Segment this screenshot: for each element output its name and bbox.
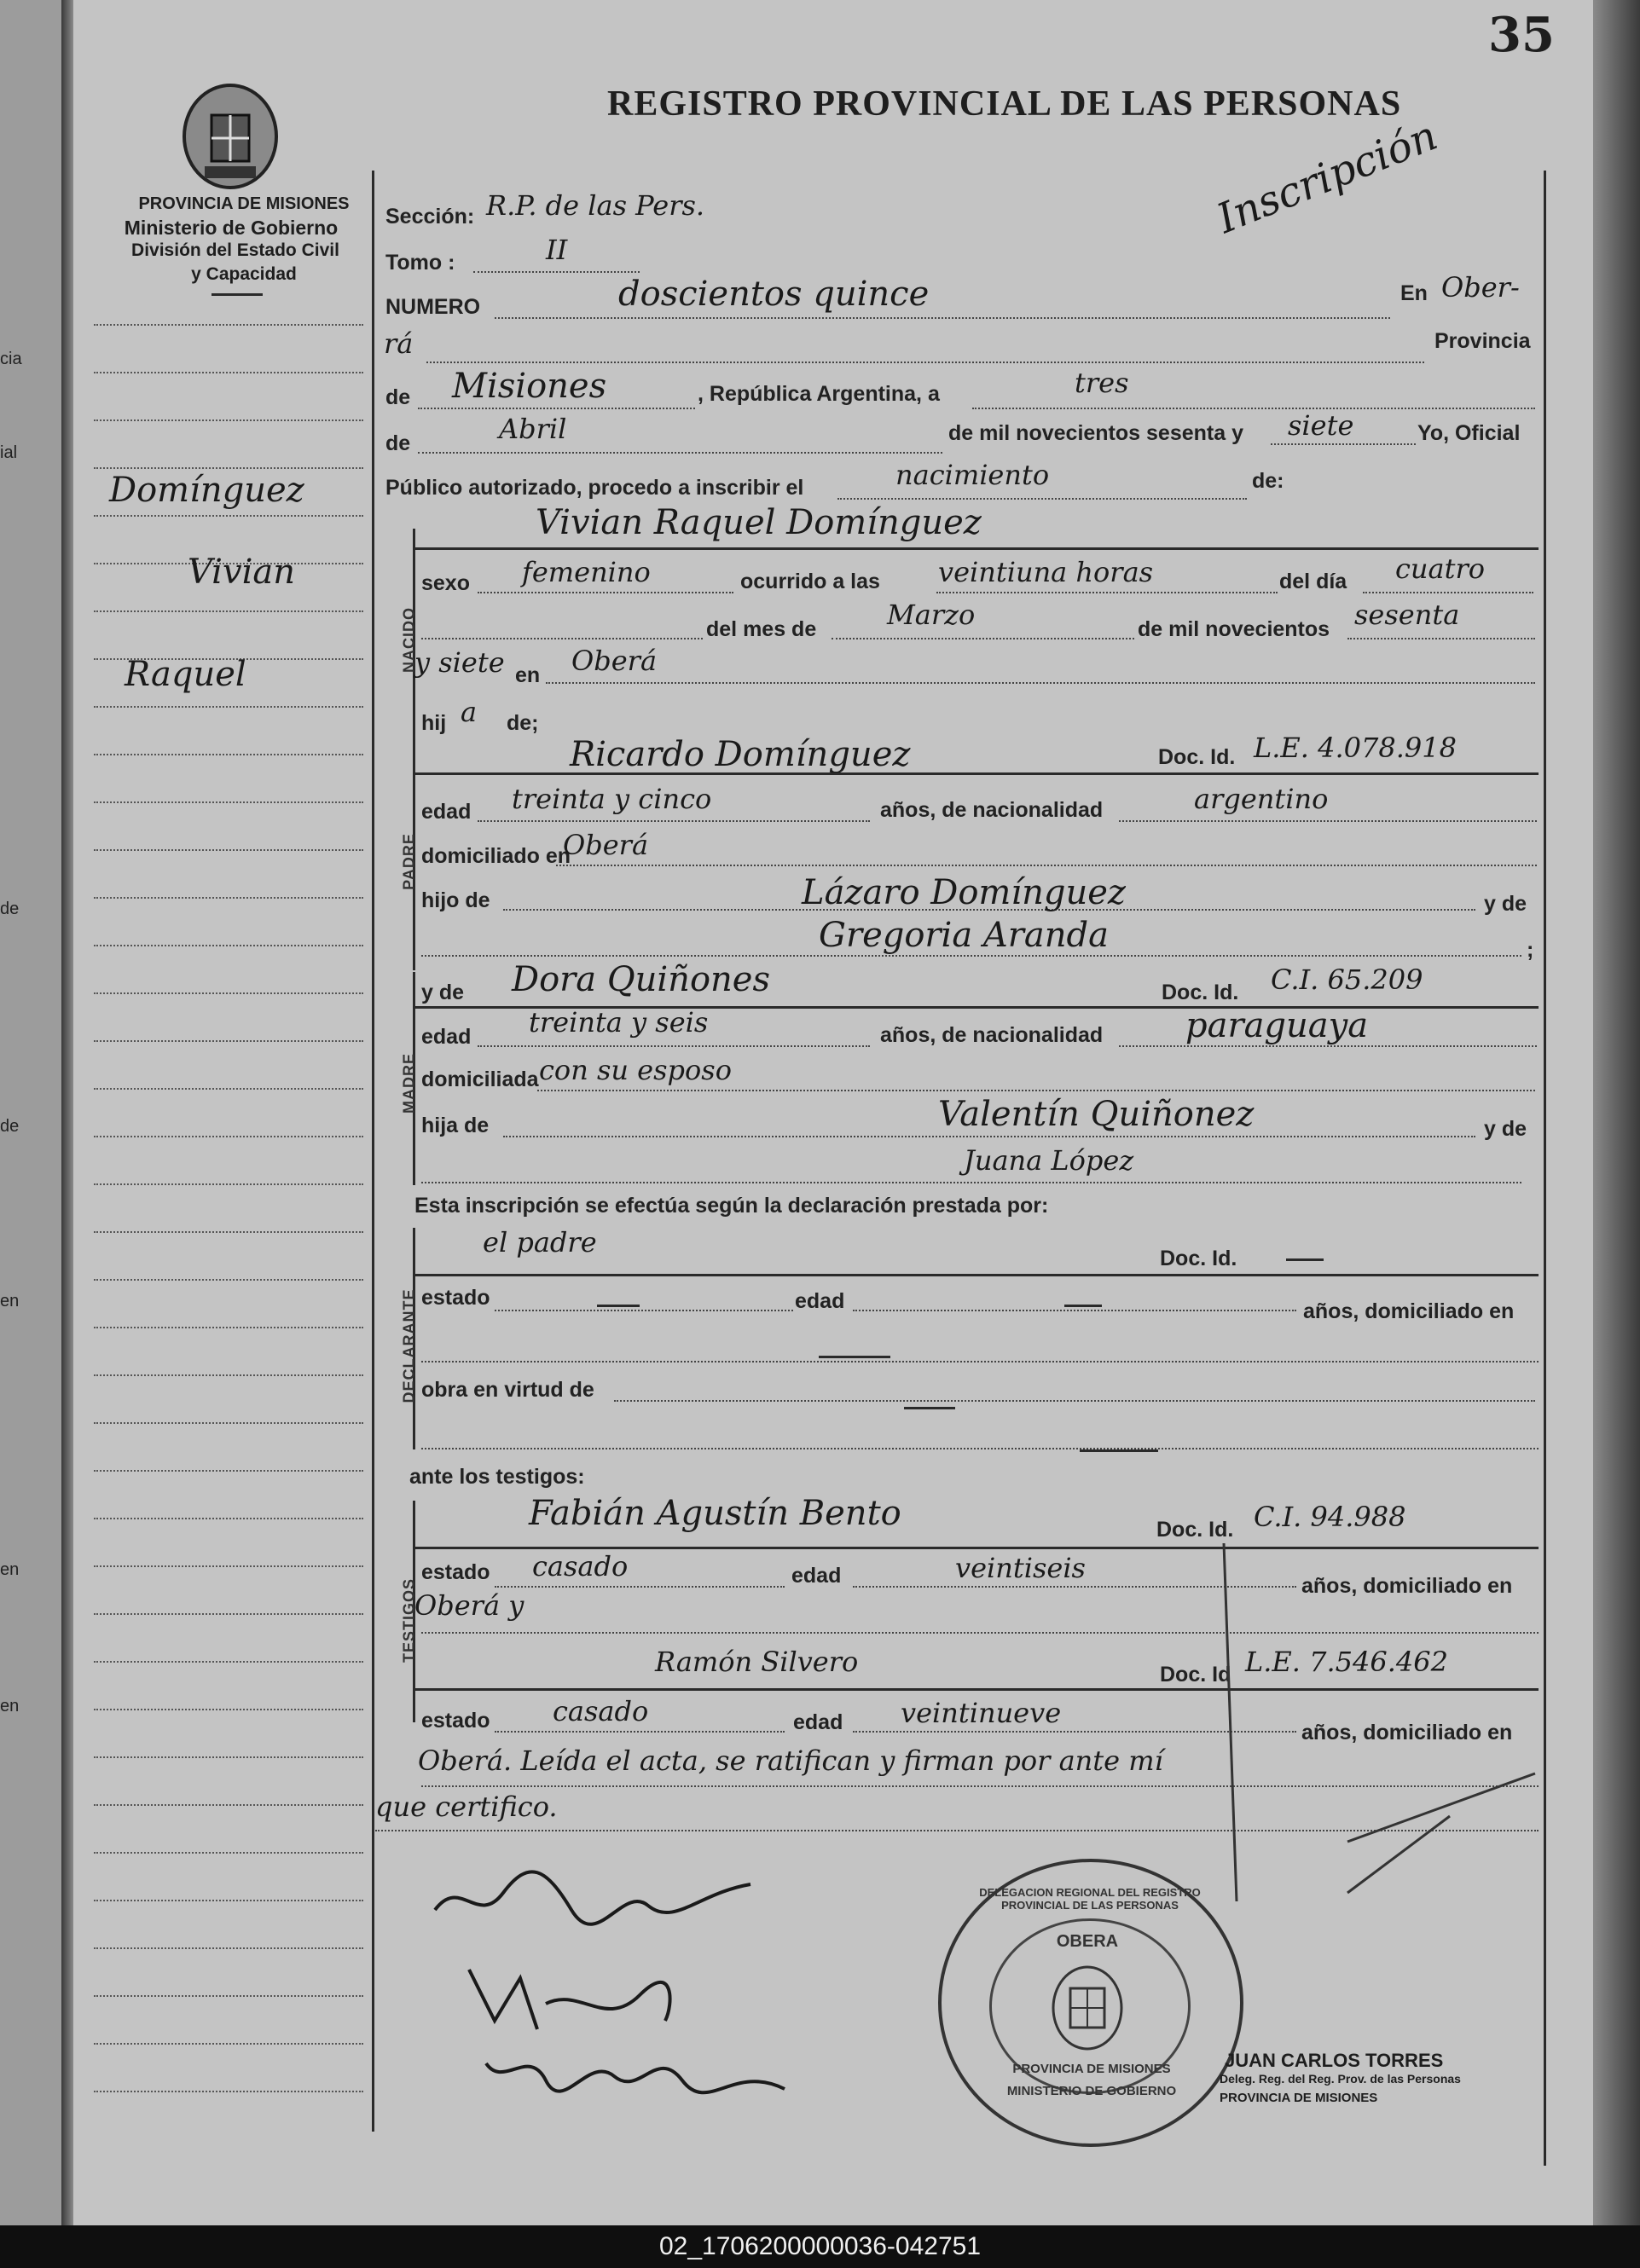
margin-ruled-line xyxy=(94,610,363,612)
file-identifier: 02_1706200000036-042751 xyxy=(658,2232,982,2260)
label-testigo2-estado: estado xyxy=(421,1709,490,1733)
left-page-fragment: ial xyxy=(0,443,18,462)
dotted-line xyxy=(546,682,1535,684)
label-del-mes: del mes de xyxy=(706,617,817,641)
margin-column-divider xyxy=(372,171,374,2132)
value-sexo: femenino xyxy=(522,556,651,588)
official-name: JUAN CARLOS TORRES xyxy=(1225,2050,1444,2071)
value-testigo1-estado: casado xyxy=(532,1550,629,1582)
dash-mark xyxy=(1286,1258,1324,1261)
label-del-dia: del día xyxy=(1279,570,1347,593)
dotted-line xyxy=(418,452,942,454)
label-ante-testigos: ante los testigos: xyxy=(409,1465,585,1489)
left-page-edge xyxy=(0,0,67,2225)
dash-mark xyxy=(1080,1449,1158,1452)
dotted-line xyxy=(495,1731,785,1733)
label-madre-anos-nac: años, de nacionalidad xyxy=(880,1023,1104,1047)
side-label-nacido: NACIDO xyxy=(400,607,418,673)
seal-province: PROVINCIA DE MISIONES xyxy=(1012,2062,1171,2076)
left-page-fragment: en xyxy=(0,1292,20,1310)
label-declarante-edad: edad xyxy=(795,1289,845,1313)
value-lugar-nac: Oberá xyxy=(571,645,658,677)
label-obra-virtud: obra en virtud de xyxy=(421,1378,594,1402)
value-dia-nac: cuatro xyxy=(1395,553,1486,585)
margin-ruled-line xyxy=(94,1136,363,1137)
seal-city: OBERA xyxy=(1056,1932,1119,1951)
official-province: PROVINCIA DE MISIONES xyxy=(1220,2091,1378,2105)
margin-ruled-line xyxy=(94,1470,363,1472)
margin-ruled-line xyxy=(94,1279,363,1281)
label-padre-anos-nac: años, de nacionalidad xyxy=(880,798,1104,822)
value-mes: Abril xyxy=(499,413,567,445)
dotted-line xyxy=(972,408,1535,409)
label-testigo1-edad: edad xyxy=(791,1564,842,1588)
padre-underline xyxy=(413,772,1539,775)
margin-ruled-line xyxy=(94,1040,363,1042)
margin-ruled-line xyxy=(94,1709,363,1710)
signature-testigo2 xyxy=(478,2029,802,2106)
label-padre-doc: Doc. Id. xyxy=(1158,745,1236,769)
label-testigo2-doc: Doc. Id xyxy=(1160,1663,1231,1687)
label-hij: hij xyxy=(421,711,447,735)
dotted-line xyxy=(832,638,1134,639)
value-tomo: II xyxy=(546,234,568,266)
label-de: de xyxy=(385,385,411,409)
ministry-name: Ministerio de Gobierno xyxy=(124,217,339,239)
dotted-line xyxy=(556,865,1537,866)
value-testigo1-edad: veintiseis xyxy=(955,1552,1086,1584)
coat-of-arms-icon xyxy=(179,81,281,192)
dotted-line xyxy=(614,1400,1535,1402)
value-testigo2-estado: casado xyxy=(553,1695,649,1727)
division-name: División del Estado Civil xyxy=(131,240,339,260)
margin-ruled-line xyxy=(94,1327,363,1328)
signature-padre xyxy=(426,1859,768,1935)
dotted-line xyxy=(837,498,1247,500)
margin-ruled-line xyxy=(94,754,363,755)
left-page-fragment: en xyxy=(0,1560,20,1579)
value-testigo2-doc: L.E. 7.546.462 xyxy=(1245,1646,1448,1678)
declarante-underline xyxy=(413,1274,1539,1276)
margin-ruled-line xyxy=(94,1804,363,1806)
label-de-mil: de mil novecientos sesenta y xyxy=(948,421,1243,445)
value-anio: siete xyxy=(1288,409,1354,442)
value-declarante: el padre xyxy=(483,1226,597,1258)
value-acto: nacimiento xyxy=(895,459,1050,491)
dotted-line xyxy=(1119,820,1537,822)
side-label-madre: MADRE xyxy=(400,1053,418,1114)
margin-ruled-line xyxy=(94,1422,363,1424)
margin-ruled-line xyxy=(94,515,363,517)
margin-second-name: Raquel xyxy=(125,655,246,694)
province-name: PROVINCIA DE MISIONES xyxy=(138,194,350,213)
margin-ruled-line xyxy=(94,1565,363,1567)
value-testigo1-domicilio: Oberá y xyxy=(414,1589,524,1622)
label-declarante-doc: Doc. Id. xyxy=(1160,1247,1237,1270)
value-horas: veintiuna horas xyxy=(938,556,1154,588)
label-republica: , República Argentina, a xyxy=(698,382,940,406)
value-dia: tres xyxy=(1075,367,1129,399)
side-label-testigos: TESTIGOS xyxy=(400,1578,418,1663)
value-abuela-materna: Juana López xyxy=(964,1144,1134,1177)
margin-ruled-line xyxy=(94,2043,363,2045)
value-madre-edad: treinta y seis xyxy=(529,1006,709,1039)
side-label-declarante: DECLARANTE xyxy=(400,1288,418,1403)
value-provincia: Misiones xyxy=(452,367,607,406)
value-padre-nombre: Ricardo Domínguez xyxy=(570,735,911,774)
margin-ruled-line xyxy=(94,1852,363,1854)
left-page-fragment: en xyxy=(0,1697,20,1715)
dotted-line xyxy=(421,1448,1539,1449)
label-madre-doc: Doc. Id. xyxy=(1162,981,1239,1004)
seal-ministry: MINISTERIO DE GOBIERNO xyxy=(1006,2084,1177,2098)
margin-ruled-line xyxy=(94,1088,363,1090)
seal-coat-of-arms-icon xyxy=(1045,1961,1130,2055)
label-testigo1-anos: años, domiciliado en xyxy=(1301,1574,1513,1598)
margin-surname: Domínguez xyxy=(109,471,304,510)
dotted-line xyxy=(1363,592,1533,593)
label-madre-y-de-2: y de xyxy=(1484,1117,1527,1141)
margin-strokes xyxy=(1194,1535,1552,2012)
value-madre-domicilio: con su esposo xyxy=(539,1054,732,1086)
dash-mark xyxy=(904,1407,955,1409)
value-madre-nombre: Dora Quiñones xyxy=(512,960,770,999)
dotted-line xyxy=(495,1310,793,1311)
label-de-semicolon: de; xyxy=(507,711,539,735)
value-madre-nac: paraguaya xyxy=(1185,1006,1369,1045)
label-testigo2-edad: edad xyxy=(793,1710,843,1734)
label-padre-hijo-de: hijo de xyxy=(421,888,490,912)
dotted-line xyxy=(853,1310,1296,1311)
value-testigo1-doc: C.I. 94.988 xyxy=(1254,1501,1406,1533)
left-page-fragment: cia xyxy=(0,350,22,368)
value-testigo2: Ramón Silvero xyxy=(655,1646,859,1678)
margin-ruled-line xyxy=(94,1900,363,1901)
margin-ruled-line xyxy=(94,1947,363,1949)
margin-ruled-line xyxy=(94,706,363,708)
value-hij-suffix: a xyxy=(461,696,478,728)
margin-ruled-line xyxy=(94,1231,363,1233)
label-yo-oficial: Yo, Oficial xyxy=(1417,421,1521,445)
label-testigo2-anos: años, domiciliado en xyxy=(1301,1721,1513,1744)
dash-mark xyxy=(597,1305,640,1307)
value-padre-doc: L.E. 4.078.918 xyxy=(1254,732,1457,764)
dotted-line xyxy=(426,362,1424,363)
margin-ruled-line xyxy=(94,2091,363,2092)
value-abuelo-paterno: Lázaro Domínguez xyxy=(802,873,1126,912)
value-testigo1: Fabián Agustín Bento xyxy=(529,1494,901,1533)
register-title: REGISTRO PROVINCIAL DE LAS PERSONAS xyxy=(607,84,1402,124)
label-madre-edad: edad xyxy=(421,1025,472,1049)
label-de-mil-nov: de mil novecientos xyxy=(1138,617,1330,641)
value-padre-domicilio: Oberá xyxy=(563,829,649,861)
label-testigo1-estado: estado xyxy=(421,1560,490,1584)
closing-statement: Oberá. Leída el acta, se ratifican y firman por ante mí xyxy=(418,1744,1163,1777)
value-anio-nac-2: y siete xyxy=(414,646,505,679)
margin-ruled-line xyxy=(94,992,363,994)
label-en-lugar: en xyxy=(515,663,541,687)
dotted-line xyxy=(537,1090,1535,1091)
value-seccion: R.P. de las Pers. xyxy=(486,189,705,222)
right-page-edge xyxy=(1593,0,1640,2225)
closing-certification: que certifico. xyxy=(375,1791,558,1823)
margin-ruled-line xyxy=(94,372,363,373)
dotted-line xyxy=(421,1182,1521,1183)
dotted-line xyxy=(478,1045,870,1047)
label-de-colon: de: xyxy=(1252,469,1284,493)
label-ocurrido: ocurrido a las xyxy=(740,570,880,593)
dotted-line xyxy=(1119,1045,1537,1047)
dotted-line xyxy=(1271,443,1416,445)
label-numero: NUMERO xyxy=(385,295,481,319)
margin-ruled-line xyxy=(94,897,363,899)
label-seccion: Sección: xyxy=(385,205,475,229)
margin-ruled-line xyxy=(94,849,363,851)
logo-divider xyxy=(212,293,263,296)
left-page-fragment: de xyxy=(0,1117,20,1136)
margin-ruled-line xyxy=(94,419,363,421)
margin-ruled-line xyxy=(94,324,363,326)
label-inscripcion-declaracion: Esta inscripción se efectúa según la declaración prestada por: xyxy=(414,1194,1049,1218)
label-madre-y-de: y de xyxy=(421,981,465,1004)
dotted-line xyxy=(495,1586,785,1588)
label-tomo: Tomo : xyxy=(385,251,455,275)
label-madre-domiciliada: domiciliada xyxy=(421,1067,539,1091)
dotted-line xyxy=(421,955,1521,957)
label-provincia: Provincia xyxy=(1434,329,1531,353)
value-anio-nac: sesenta xyxy=(1354,599,1460,631)
margin-first-name: Vivian xyxy=(188,553,295,592)
margin-ruled-line xyxy=(94,1613,363,1615)
value-mes-nac: Marzo xyxy=(887,599,976,631)
value-padre-nac: argentino xyxy=(1194,783,1329,815)
page-number: 35 xyxy=(1488,7,1555,63)
label-padre-edad: edad xyxy=(421,800,472,824)
label-padre-y-de: y de xyxy=(1484,892,1527,916)
name-underline xyxy=(413,547,1539,550)
margin-ruled-line xyxy=(94,1756,363,1758)
label-de-2: de xyxy=(385,431,411,455)
official-title: Deleg. Reg. del Reg. Prov. de las Personas xyxy=(1220,2072,1461,2086)
dash-mark xyxy=(819,1356,890,1358)
margin-ruled-line xyxy=(94,1661,363,1663)
value-nombre: Vivian Raquel Domínguez xyxy=(536,503,982,542)
label-padre-domicilio: domiciliado en xyxy=(421,844,571,868)
value-padre-edad: treinta y cinco xyxy=(512,783,712,815)
label-publico: Público autorizado, procedo a inscribir el xyxy=(385,476,804,500)
division-capacity: y Capacidad xyxy=(191,264,297,284)
dotted-line xyxy=(421,1361,1539,1363)
dotted-line xyxy=(495,317,1390,319)
value-abuelo-materno: Valentín Quiñonez xyxy=(938,1095,1255,1134)
label-madre-hija-de: hija de xyxy=(421,1114,490,1137)
dotted-line xyxy=(421,638,703,639)
value-numero: doscientos quince xyxy=(618,275,930,314)
left-page-fragment: de xyxy=(0,900,20,918)
margin-ruled-line xyxy=(94,1995,363,1997)
dotted-line xyxy=(503,1136,1475,1137)
book-binding xyxy=(61,0,73,2225)
dash-mark xyxy=(1064,1305,1102,1307)
dotted-line xyxy=(478,592,733,593)
margin-ruled-line xyxy=(94,1518,363,1519)
label-testigo1-doc: Doc. Id. xyxy=(1156,1518,1234,1542)
dotted-line xyxy=(478,820,870,822)
value-testigo2-edad: veintinueve xyxy=(901,1697,1062,1729)
margin-ruled-line xyxy=(94,945,363,946)
label-en: En xyxy=(1400,281,1428,305)
dotted-line xyxy=(473,271,640,273)
label-declarante-estado: estado xyxy=(421,1286,490,1310)
value-madre-doc: C.I. 65.209 xyxy=(1271,963,1423,996)
dotted-line xyxy=(1347,638,1535,639)
value-en-cont: rá xyxy=(384,327,414,360)
margin-ruled-line xyxy=(94,1183,363,1185)
dotted-line xyxy=(418,408,695,409)
semicolon: ; xyxy=(1527,938,1534,962)
footer-bar xyxy=(0,2225,1640,2268)
side-label-padre: PADRE xyxy=(400,833,418,890)
margin-ruled-line xyxy=(94,801,363,803)
label-declarante-anos: años, domiciliado en xyxy=(1303,1299,1515,1323)
seal-ring-text: DELEGACION REGIONAL DEL REGISTRO PROVINCIAL DE LAS PERSONAS xyxy=(979,1886,1201,1912)
inscription-annotation: Inscripción xyxy=(1210,112,1445,243)
margin-ruled-line xyxy=(94,467,363,469)
label-sexo: sexo xyxy=(421,571,470,595)
value-abuela-paterna: Gregoria Aranda xyxy=(819,916,1109,955)
value-en: Ober- xyxy=(1441,271,1520,304)
dotted-line xyxy=(936,592,1278,593)
margin-ruled-line xyxy=(94,1374,363,1376)
